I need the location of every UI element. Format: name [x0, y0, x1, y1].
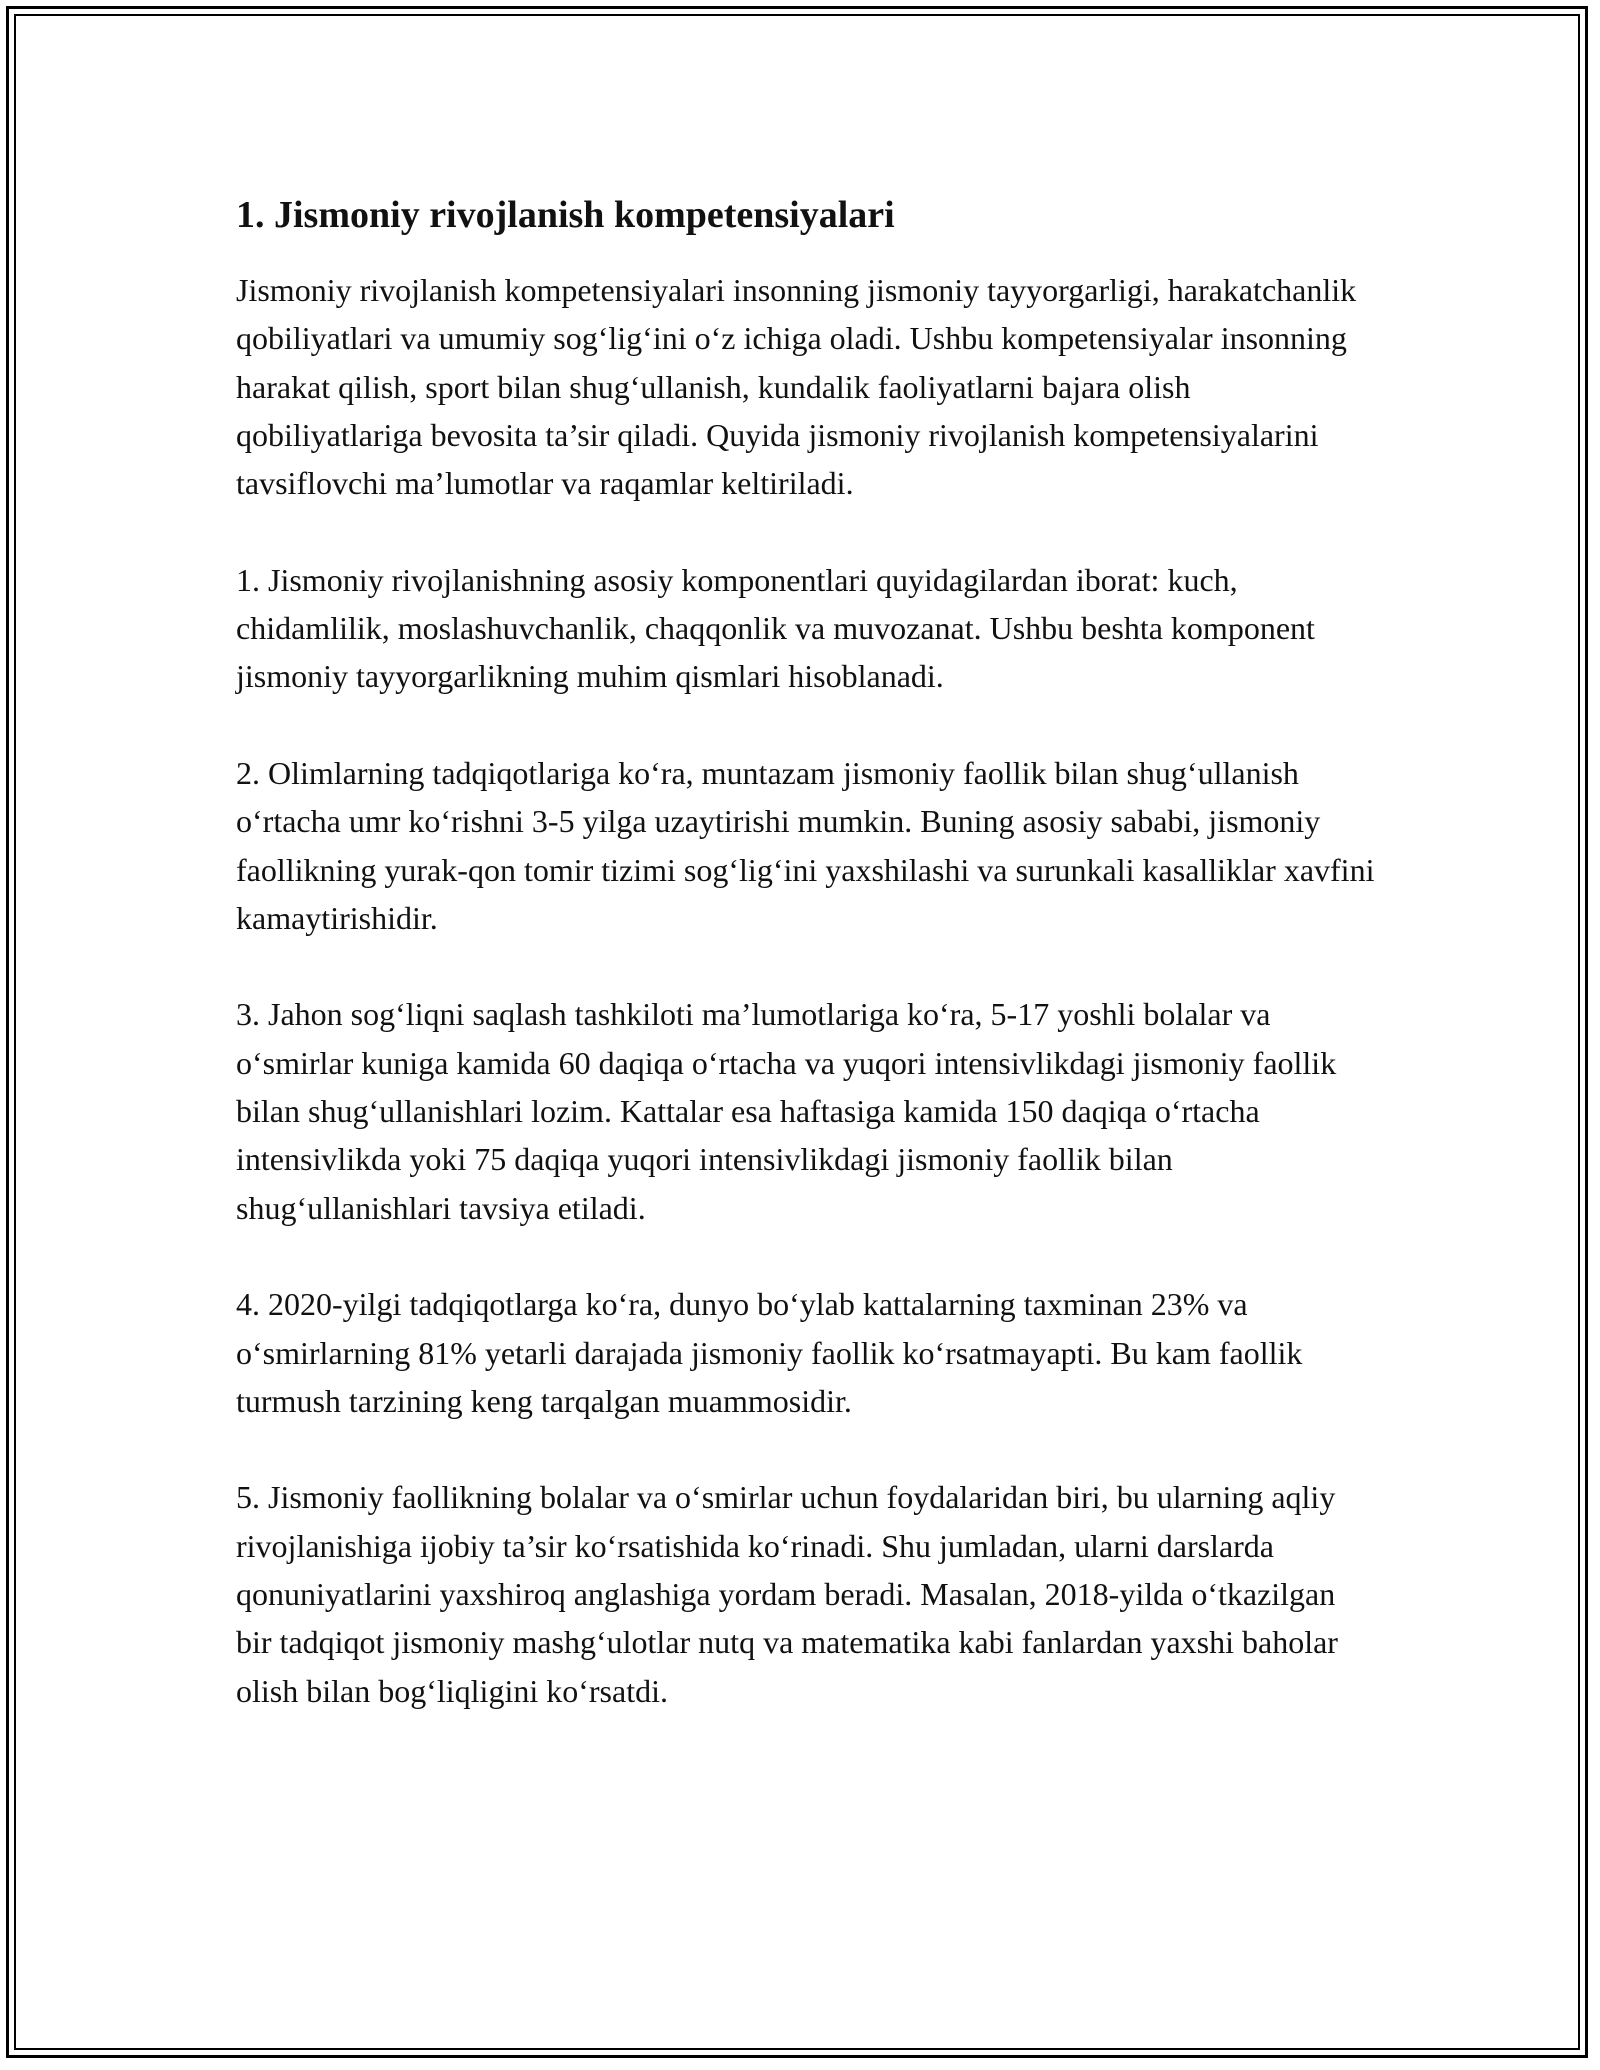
- paragraph-point-1: 1. Jismoniy rivojlanishning asosiy komponentlari quyidagilardan iborat: kuch, chidamlilik, moslashuvchanlik, chaqqonlik va muvozanat. Ushbu beshta komponent jismoniy tayyorgarlikning muhim qismlari hisoblanadi.: [236, 561, 1315, 695]
- document-body: [236, 186, 1376, 1715]
- paragraph-point-5: 5. Jismoniy faollikning bolalar va o‘smirlar uchun foydalaridan biri, bu ularning aqliy rivojlanishiga ijobiy ta’sir ko‘rsatishida ko‘rinadi. Shu jumladan, ularni darslarda qonuniyatlarini yaxshiroq anglashiga yordam beradi. Masalan, 2018-yilda o‘tkazilgan bir tadqiqot jismoniy mashg‘ulotlar nutq va matematika kabi fanlardan yaxshi baholar olish bilan bog‘liqligini ko‘rsatdi.: [236, 1479, 1338, 1709]
- paragraph-intro: Jismoniy rivojlanish kompetensiyalari insonning jismoniy tayyorgarligi, harakatchanlik qobiliyatlari va umumiy sog‘lig‘ini o‘z ichiga oladi. Ushbu kompetensiyalar insonning harakat qilish, sport bilan shug‘ullanish, kundalik faoliyatlarni bajara olish qobiliyatlariga bevosita ta’sir qiladi. Quyida jismoniy rivojlanish kompetensiyalarini tavsiflovchi ma’lumotlar va raqamlar keltiriladi.: [236, 272, 1357, 502]
- paragraph-point-4: 4. 2020-yilgi tadqiqotlarga ko‘ra, dunyo bo‘ylab kattalarning taxminan 23% va o‘smirlarning 81% yetarli darajada jismoniy faollik ko‘rsatmayapti. Bu kam faollik turmush tarzining keng tarqalgan muammosidir.: [236, 1286, 1303, 1419]
- section-title: 1. Jismoniy rivojlanish kompetensiyalari: [236, 194, 895, 236]
- paragraph-point-3: 3. Jahon sog‘liqni saqlash tashkiloti ma’lumotlariga ko‘ra, 5-17 yoshli bolalar va o‘smirlar kuniga kamida 60 daqiqa o‘rtacha va yuqori intensivlikdagi jismoniy faollik bilan shug‘ullanishlari lozim. Kattalar esa haftasiga kamida 150 daqiqa o‘rtacha intensivlikda yoki 75 daqiqa yuqori intensivlikdagi jismoniy faollik bilan shug‘ullanishlari tavsiya etiladi.: [236, 996, 1337, 1226]
- paragraph-point-2: 2. Olimlarning tadqiqotlariga ko‘ra, muntazam jismoniy faollik bilan shug‘ullanish o‘rtacha umr ko‘rishni 3-5 yilga uzaytirishi mumkin. Buning asosiy sababi, jismoniy faollikning yurak-qon tomir tizimi sog‘lig‘ini yaxshilashi va surunkali kasalliklar xavfini kamaytirishidir.: [236, 754, 1375, 936]
